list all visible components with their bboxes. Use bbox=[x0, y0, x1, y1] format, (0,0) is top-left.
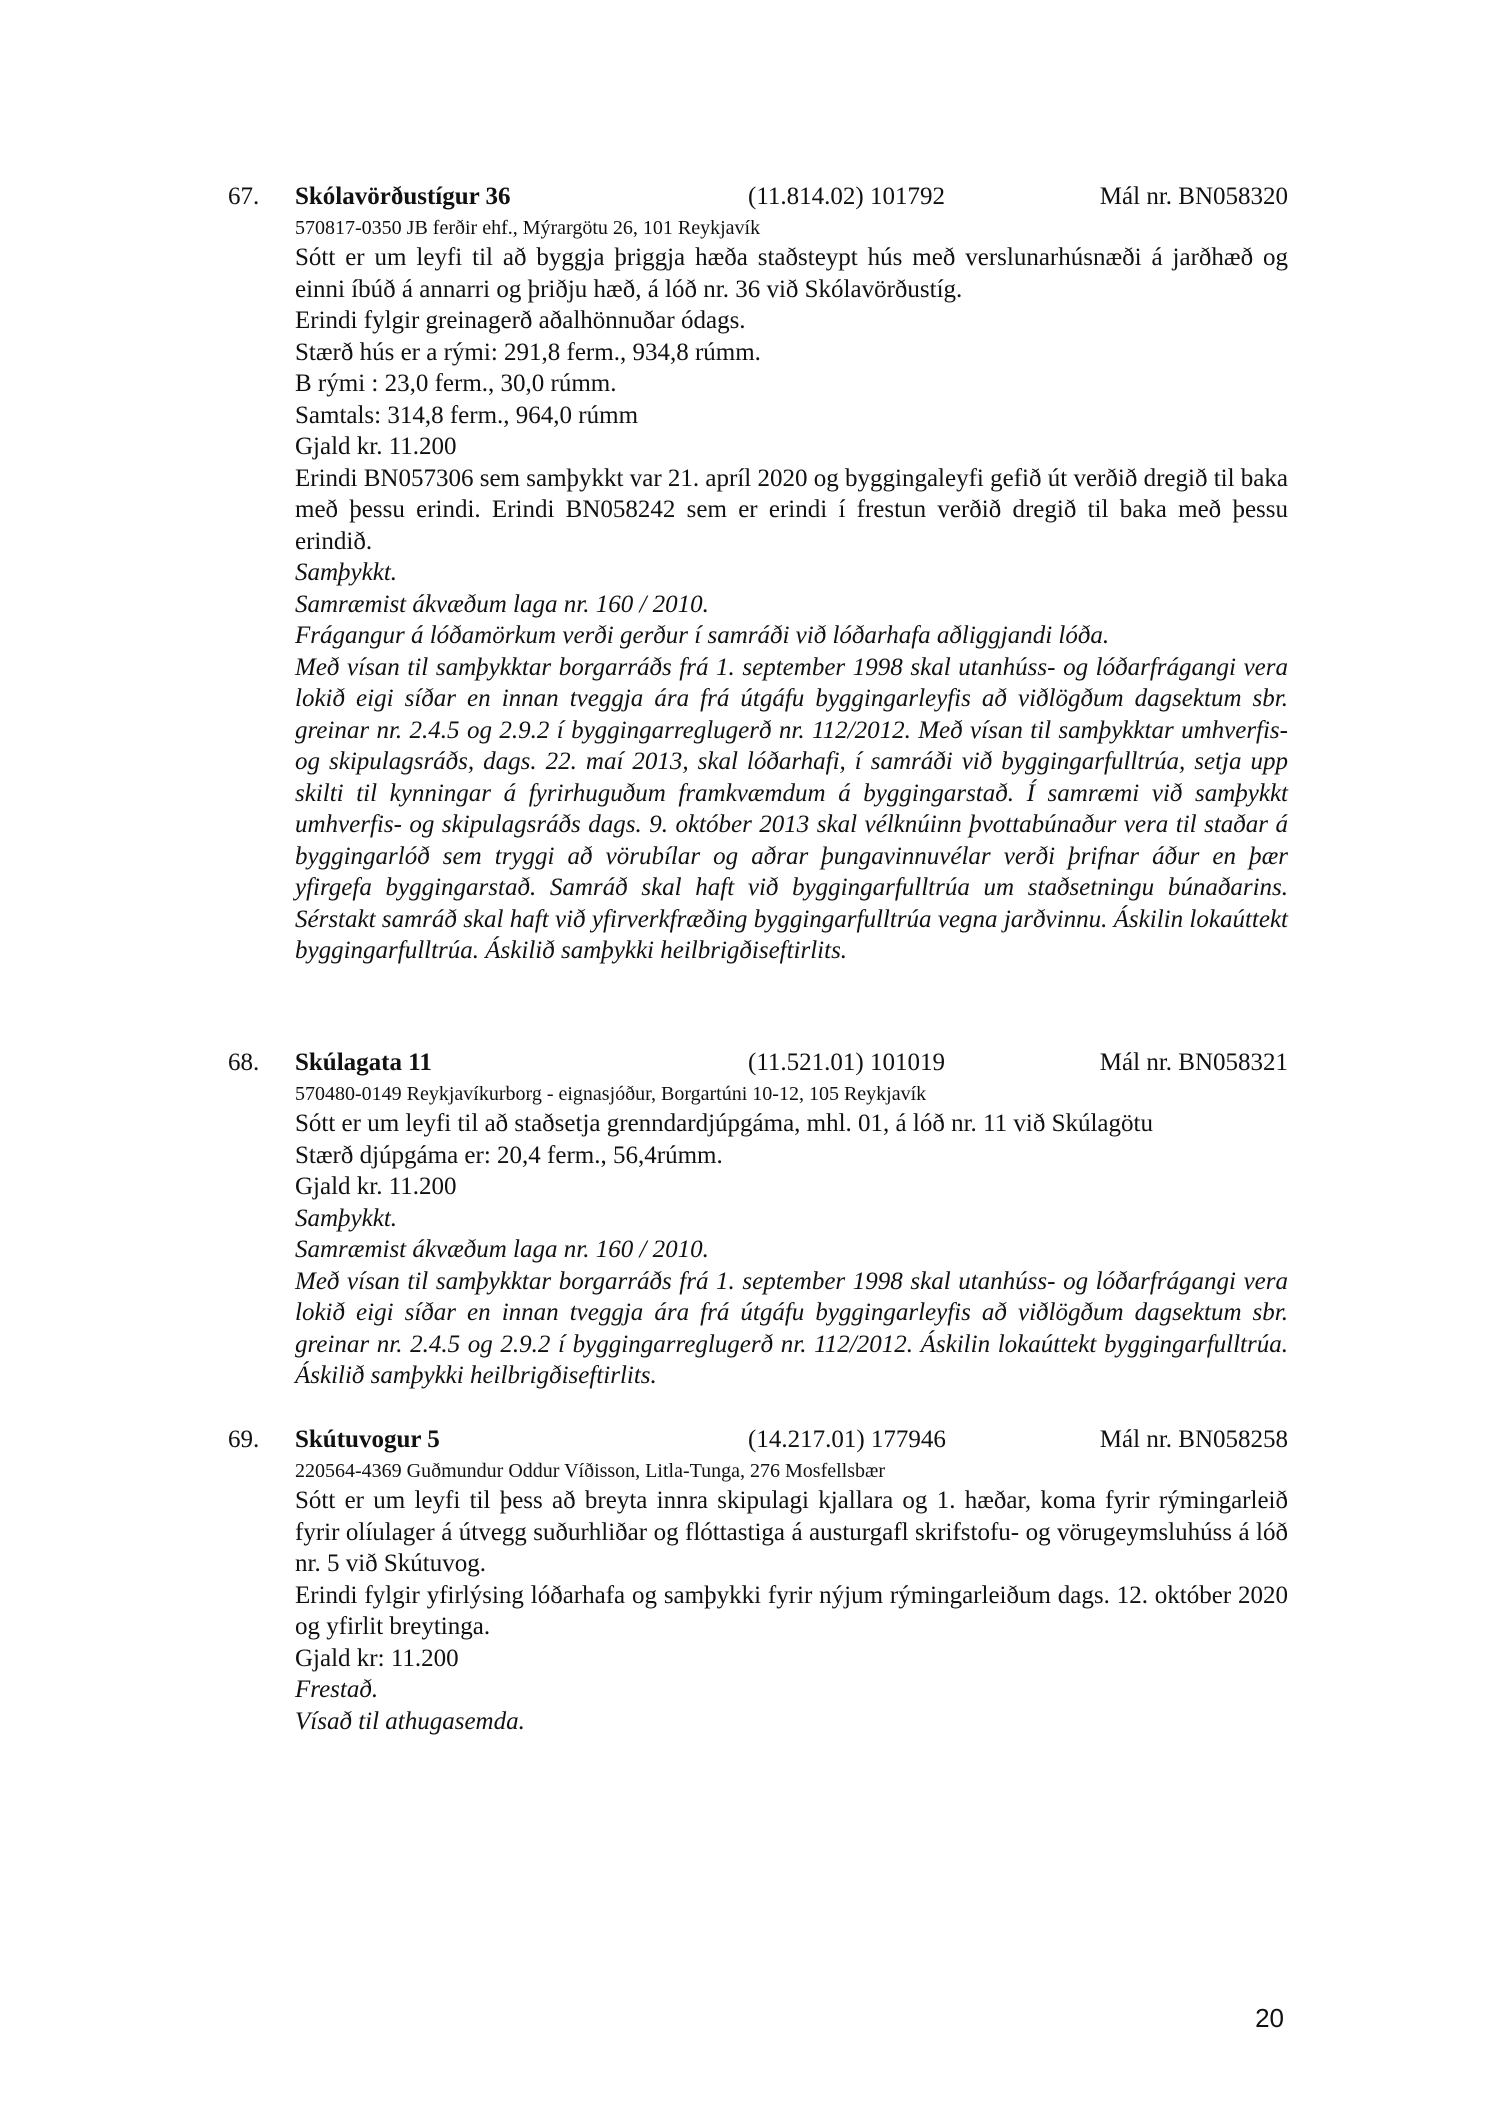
case-number: Mál nr. BN058258 bbox=[1099, 1426, 1288, 1453]
paragraph: B rými : 23,0 ferm., 30,0 rúmm. bbox=[295, 370, 617, 397]
applicant: 220564-4369 Guðmundur Oddur Víðisson, Litla-Tunga, 276 Mosfellsbær bbox=[295, 1460, 885, 1482]
paragraph: Erindi fylgir greinagerð aðalhönnuðar ódags. bbox=[295, 307, 746, 334]
item-reference: (14.217.01) 177946 bbox=[748, 1426, 946, 1453]
decision-text: Frestað. bbox=[295, 1676, 379, 1703]
case-number: Mál nr. BN058320 bbox=[1099, 183, 1288, 210]
item-header bbox=[228, 1046, 1288, 1080]
item-body bbox=[295, 214, 1288, 967]
agenda-item-67 bbox=[228, 180, 1288, 967]
paragraph: Gjald kr. 11.200 bbox=[295, 1173, 457, 1200]
decision-text: Samþykkt. bbox=[295, 559, 398, 586]
paragraph: Erindi BN057306 sem samþykkt var 21. apríl 2020 og byggingaleyfi gefið út verðið dregið til baka með þessu erindi. Erindi BN058242 sem er erindi í frestun verðið dregið til baka með þessu erindið. bbox=[295, 464, 1288, 555]
decision-text: Með vísan til samþykktar borgarráðs frá 1. september 1998 skal utanhúss- og lóðarfrágangi vera lokið eigi síðar en innan tveggja ára frá útgáfu byggingarleyfis að viðlögðum dagsektum sbr. greinar nr. 2.4.5 og 2.9.2 í byggingarreglugerð nr. 112/2012. Með vísan til samþykktar umhverfis- og skipulagsráðs, dags. 22. maí 2013, skal lóðarhafi, í samráði við byggingarfulltrúa, setja upp skilti til kynningar á fyrirhuguðum framkvæmdum á byggingarstað. Í samræmi við samþykkt umhverfis- og skipulagsráðs dags. 9. október 2013 skal vélknúinn þvottabúnaður vera til staðar á byggingarlóð sem tryggi að vörubílar og aðrar þungavinnuvélar verði þrifnar áður en þær yfirgefa byggingarstað. Samráð skal haft við byggingarfulltrúa um staðsetningu búnaðarins. Sérstakt samráð skal haft við yfirverkfræðing byggingarfulltrúa vegna jarðvinnu. Áskilin lokaúttekt byggingarfulltrúa. Áskilið samþykki heilbrigðiseftirlits. bbox=[295, 653, 1288, 964]
item-address: Skúlagata 11 bbox=[295, 1049, 432, 1076]
item-number: 69. bbox=[228, 1426, 260, 1453]
decision-text: Vísað til athugasemda. bbox=[295, 1707, 525, 1735]
item-reference: (11.521.01) 101019 bbox=[748, 1049, 945, 1076]
decision-text: Samræmist ákvæðum laga nr. 160 / 2010. bbox=[295, 590, 709, 618]
item-body bbox=[295, 1457, 1288, 1737]
page-number: 20 bbox=[1255, 2003, 1284, 2033]
paragraph: Sótt er um leyfi til að staðsetja grenndardjúpgáma, mhl. 01, á lóð nr. 11 við Skúlagötu bbox=[295, 1110, 1153, 1137]
item-number: 68. bbox=[228, 1049, 260, 1076]
item-address: Skútuvogur 5 bbox=[295, 1426, 440, 1453]
decision-text: Samþykkt. bbox=[295, 1204, 398, 1232]
item-address: Skólavörðustígur 36 bbox=[295, 183, 511, 210]
paragraph: Gjald kr. 11.200 bbox=[295, 433, 457, 460]
decision-text: Samræmist ákvæðum laga nr. 160 / 2010. bbox=[295, 1236, 709, 1263]
decision-text: Með vísan til samþykktar borgarráðs frá 1. september 1998 skal utanhúss- og lóðarfrágangi vera lokið eigi síðar en innan tveggja ára frá útgáfu byggingarleyfis að viðlögðum dagsektum sbr. greinar nr. 2.4.5 og 2.9.2 í byggingarreglugerð nr. 112/2012. Áskilin lokaúttekt byggingarfulltrúa. Áskilið samþykki heilbrigðiseftirlits. bbox=[295, 1267, 1288, 1389]
applicant: 570480-0149 Reykjavíkurborg - eignasjóður, Borgartúni 10-12, 105 Reykjavík bbox=[295, 1083, 927, 1105]
paragraph: Stærð hús er a rými: 291,8 ferm., 934,8 rúmm. bbox=[295, 338, 761, 366]
item-number: 67. bbox=[228, 183, 260, 210]
paragraph: Stærð djúpgáma er: 20,4 ferm., 56,4rúmm. bbox=[295, 1141, 723, 1169]
case-number: Mál nr. BN058321 bbox=[1099, 1049, 1288, 1076]
agenda-item-69 bbox=[228, 1423, 1288, 1737]
applicant: 570817-0350 JB ferðir ehf., Mýrargötu 26, 101 Reykjavík bbox=[295, 217, 761, 239]
item-header bbox=[228, 180, 1288, 214]
paragraph: Gjald kr: 11.200 bbox=[295, 1644, 459, 1672]
item-reference: (11.814.02) 101792 bbox=[748, 183, 945, 210]
agenda-item-68 bbox=[228, 1046, 1288, 1392]
paragraph: Samtals: 314,8 ferm., 964,0 rúmm bbox=[295, 401, 639, 429]
paragraph: Erindi fylgir yfirlýsing lóðarhafa og samþykki fyrir nýjum rýmingarleiðum dags. 12. október 2020 og yfirlit breytinga. bbox=[295, 1581, 1288, 1640]
item-header bbox=[228, 1423, 1288, 1457]
paragraph: Sótt er um leyfi til þess að breyta innra skipulagi kjallara og 1. hæðar, koma fyrir rýmingarleið fyrir olíulager á útvegg suðurhliðar og flóttastiga á austurgafl skrifstofu- og vörugeymsluhúss á lóð nr. 5 við Skútuvog. bbox=[295, 1487, 1288, 1577]
paragraph: Sótt er um leyfi til að byggja þriggja hæða staðsteypt hús með verslunarhúsnæði á jarðhæð og einni íbúð á annarri og þriðju hæð, á lóð nr. 36 við Skólavörðustíg. bbox=[295, 244, 1288, 303]
decision-text: Frágangur á lóðamörkum verði gerður í samráði við lóðarhafa aðliggjandi lóða. bbox=[295, 622, 1110, 649]
item-body bbox=[295, 1080, 1288, 1392]
